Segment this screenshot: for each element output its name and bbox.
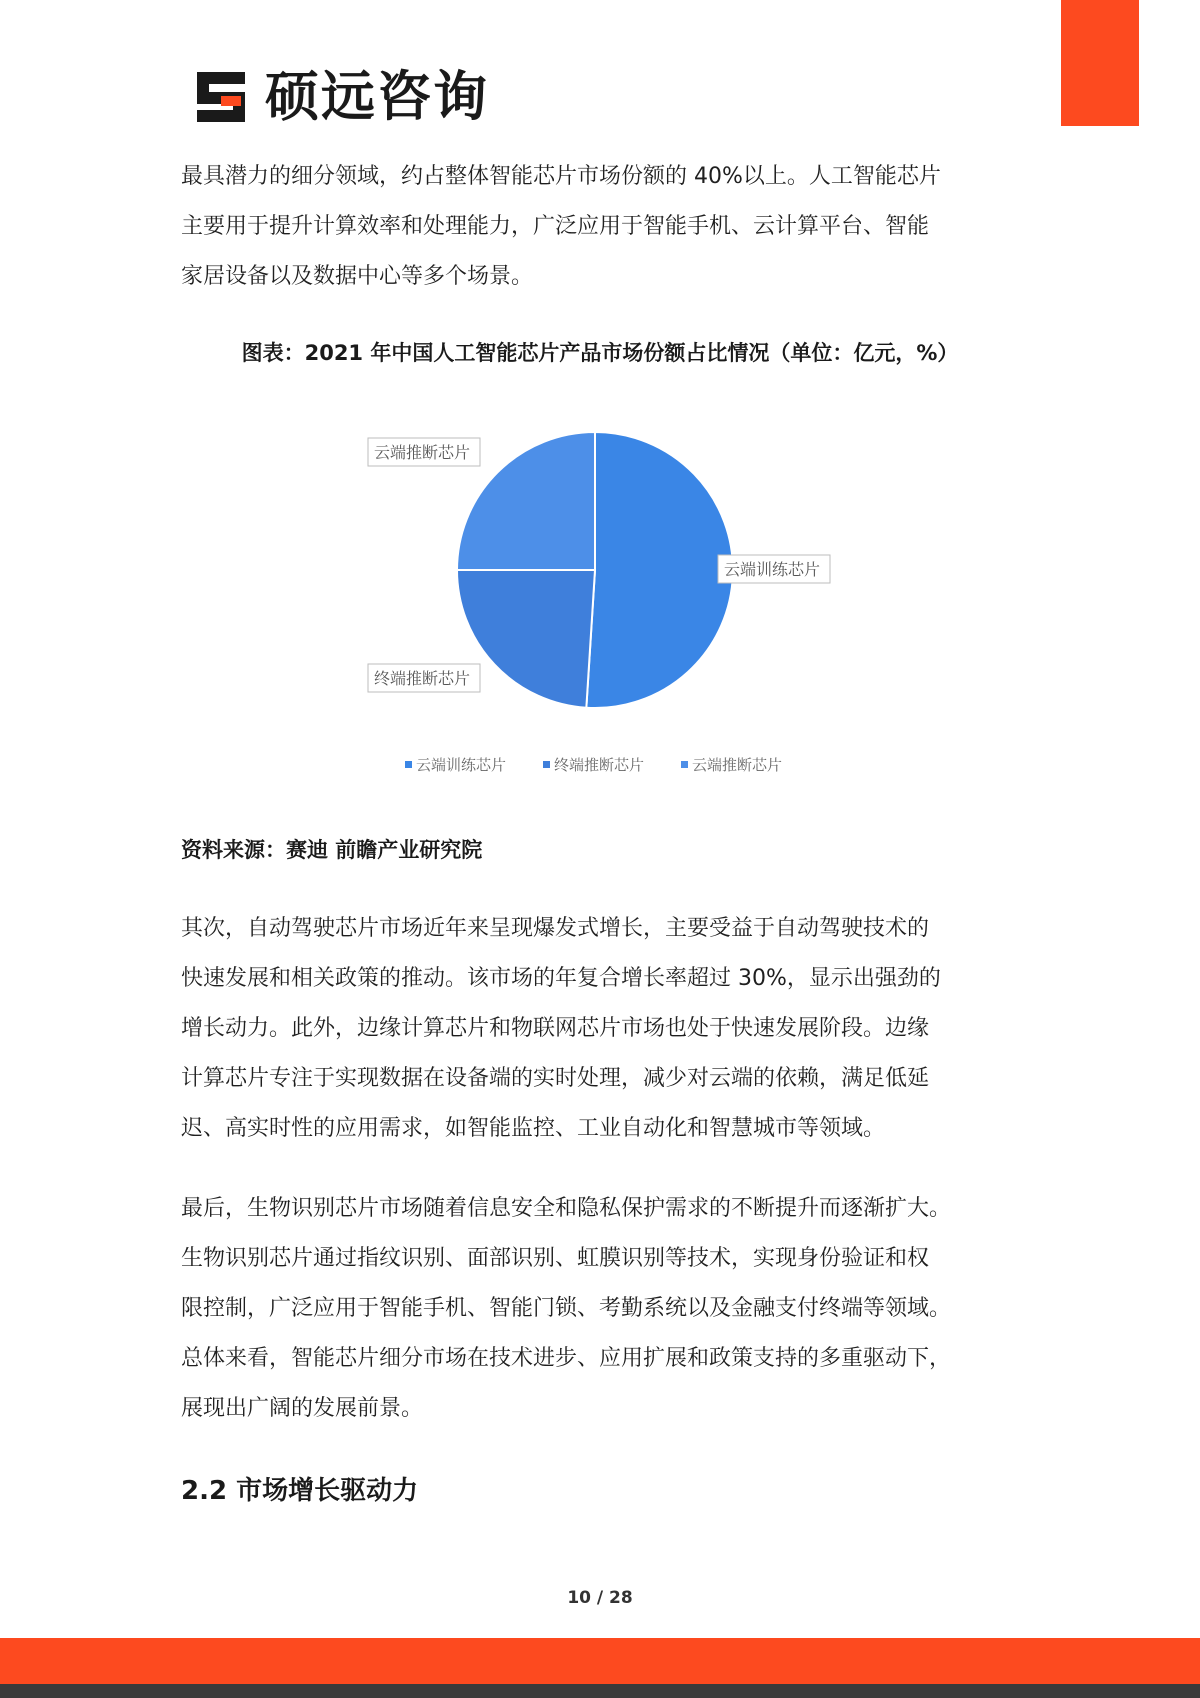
paragraph-line: 生物识别芯片通过指纹识别、面部识别、虹膜识别等技术，实现身份验证和权 [181, 1246, 930, 1271]
paragraph-line: 快速发展和相关政策的推动。该市场的年复合增长率超过 30%，显示出强劲的 [181, 966, 941, 991]
slice-label [368, 438, 480, 466]
legend-label: 云端训练芯片 [416, 756, 507, 774]
paragraph-line: 计算芯片专注于实现数据在设备端的实时处理，减少对云端的依赖，满足低延 [181, 1066, 930, 1091]
paragraph-line: 最后，生物识别芯片市场随着信息安全和隐私保护需求的不断提升而逐渐扩大。 [181, 1196, 952, 1221]
brand-logo-icon [193, 68, 251, 126]
paragraph-line: 总体来看，智能芯片细分市场在技术进步、应用扩展和政策支持的多重驱动下， [181, 1346, 952, 1371]
intro-paragraph [181, 152, 1021, 302]
paragraph-line: 家居设备以及数据中心等多个场景。 [181, 264, 534, 289]
slice-label-text: 终端推断芯片 [374, 669, 471, 688]
autodrive-paragraph [181, 904, 1021, 1154]
paragraph-line: 限控制，广泛应用于智能手机、智能门锁、考勤系统以及金融支付终端等领域。 [181, 1296, 952, 1321]
source-note: 资料来源：赛迪 前瞻产业研究院 [181, 838, 483, 862]
paragraph-line: 迟、高实时性的应用需求，如智能监控、工业自动化和智慧城市等领域。 [181, 1116, 886, 1141]
paragraph-line: 展现出广阔的发展前景。 [181, 1396, 424, 1421]
footer-dark-strip [0, 1684, 1200, 1698]
pie-chart [280, 400, 940, 800]
paragraph-line: 最具潜力的细分领域，约占整体智能芯片市场份额的 40%以上。人工智能芯片 [181, 164, 941, 189]
section-heading: 2.2 市场增长驱动力 [181, 1476, 419, 1506]
bio-paragraph [181, 1184, 1021, 1434]
slice-label-text: 云端推断芯片 [374, 443, 471, 462]
legend-swatch [681, 761, 688, 768]
legend-label: 终端推断芯片 [554, 756, 645, 774]
brand-name: 硕远咨询 [265, 65, 489, 128]
slice-label [368, 664, 480, 692]
pie-slice [586, 432, 733, 708]
footer-accent-bar [0, 1638, 1200, 1684]
chart-title: 图表：2021 年中国人工智能芯片产品市场份额占比情况（单位：亿元，%） [241, 341, 959, 365]
legend-swatch [543, 761, 550, 768]
page-number: 10 / 28 [567, 1588, 633, 1608]
paragraph-line: 其次，自动驾驶芯片市场近年来呈现爆发式增长，主要受益于自动驾驶技术的 [181, 916, 930, 941]
slice-label [718, 555, 830, 583]
legend-swatch [405, 761, 412, 768]
legend-label: 云端推断芯片 [692, 756, 783, 774]
slice-label-text: 云端训练芯片 [724, 560, 821, 579]
brand-logo [193, 66, 489, 128]
corner-accent-tab [1061, 0, 1139, 126]
paragraph-line: 增长动力。此外，边缘计算芯片和物联网芯片市场也处于快速发展阶段。边缘 [181, 1016, 930, 1041]
paragraph-line: 主要用于提升计算效率和处理能力，广泛应用于智能手机、云计算平台、智能 [181, 214, 930, 239]
